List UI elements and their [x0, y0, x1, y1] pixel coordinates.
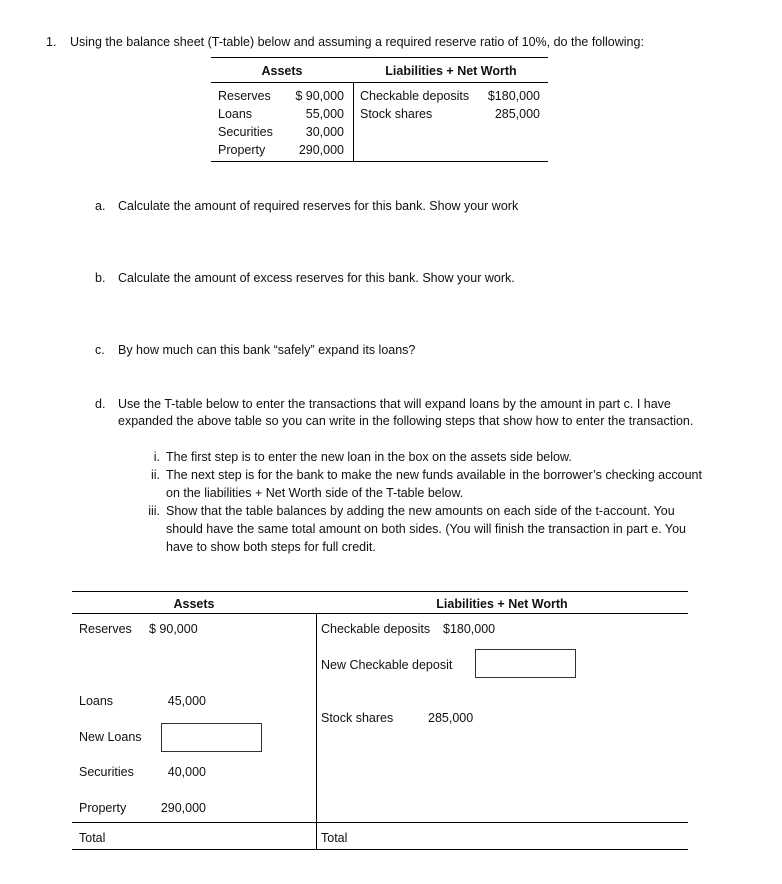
loans-value: 45,000 [167, 694, 206, 708]
assets-header: Assets [173, 597, 215, 611]
liability-label: Checkable deposits [360, 89, 470, 103]
reserves-value: $ 90,000 [149, 622, 198, 636]
step-label: iii. [148, 504, 160, 518]
part-a-text: Calculate the amount of required reserves for this bank. Show your work [118, 199, 519, 213]
liabilities-header: Liabilities + Net Worth [436, 597, 568, 611]
question-number: 1. [46, 35, 57, 49]
part-d-text: Use the T-table below to enter the transactions that will expand loans by the amount in part c. I have [118, 397, 671, 411]
table-top-rule [211, 57, 548, 58]
loans-label: Loans [79, 694, 114, 708]
assets-total-label: Total [79, 831, 106, 845]
header-rule [211, 82, 548, 83]
asset-value: $ 90,000 [295, 89, 344, 103]
liabilities-total-label: Total [321, 831, 348, 845]
liabilities-header: Liabilities + Net Worth [385, 64, 517, 78]
part-c-text: By how much can this bank “safely” expand its loans? [118, 343, 416, 357]
step-label: ii. [150, 468, 160, 482]
step-text: Show that the table balances by adding the new amounts on each side of the t-account. You [166, 504, 675, 518]
step-text: have to show both steps for full credit. [166, 540, 376, 554]
part-b-text: Calculate the amount of excess reserves for this bank. Show your work. [118, 271, 515, 285]
table-divider [353, 82, 354, 161]
liability-value: $180,000 [487, 89, 540, 103]
step-label: i. [153, 450, 160, 464]
liability-label: Stock shares [360, 107, 433, 121]
property-value: 290,000 [160, 801, 206, 815]
question-prompt: Using the balance sheet (T-table) below and assuming a required reserve ratio of 10%, do the following: [70, 35, 644, 49]
part-c-label: c. [95, 343, 105, 357]
table-divider [316, 613, 317, 849]
step-text: The next step is for the bank to make the new funds available in the borrower’s checking account [166, 468, 702, 482]
asset-label: Property [218, 143, 266, 157]
stock-shares-label: Stock shares [321, 711, 394, 725]
asset-label: Securities [218, 125, 273, 139]
liability-value: 285,000 [494, 107, 540, 121]
securities-value: 40,000 [167, 765, 206, 779]
table-bottom-rule [211, 161, 548, 162]
reserves-label: Reserves [79, 622, 132, 636]
new-loans-input[interactable] [161, 723, 262, 752]
asset-value: 55,000 [305, 107, 344, 121]
step-text: on the liabilities + Net Worth side of the T-table below. [166, 486, 464, 500]
asset-label: Reserves [218, 89, 271, 103]
table-bottom-rule [72, 849, 688, 850]
part-d-label: d. [95, 397, 106, 411]
asset-value: 30,000 [305, 125, 344, 139]
new-checkable-deposit-input[interactable] [475, 649, 576, 678]
securities-label: Securities [79, 765, 134, 779]
checkable-deposits-value: $180,000 [443, 622, 496, 636]
step-text: should have the same total amount on both sides. (You will finish the transaction in part e. You [166, 522, 687, 536]
part-a-label: a. [95, 199, 106, 213]
part-b-label: b. [95, 271, 106, 285]
checkable-deposits-label: Checkable deposits [321, 622, 431, 636]
assets-header: Assets [261, 64, 303, 78]
part-d-text: expanded the above table so you can write in the following steps that show how to enter the transaction. [118, 414, 694, 428]
new-checkable-deposit-label: New Checkable deposit [321, 658, 453, 672]
property-label: Property [79, 801, 127, 815]
asset-value: 290,000 [298, 143, 344, 157]
total-rule [72, 822, 688, 823]
new-loans-label: New Loans [79, 730, 142, 744]
header-rule [72, 613, 688, 614]
stock-shares-value: 285,000 [428, 711, 474, 725]
table-top-rule [72, 591, 688, 592]
asset-label: Loans [218, 107, 253, 121]
step-text: The first step is to enter the new loan in the box on the assets side below. [166, 450, 572, 464]
